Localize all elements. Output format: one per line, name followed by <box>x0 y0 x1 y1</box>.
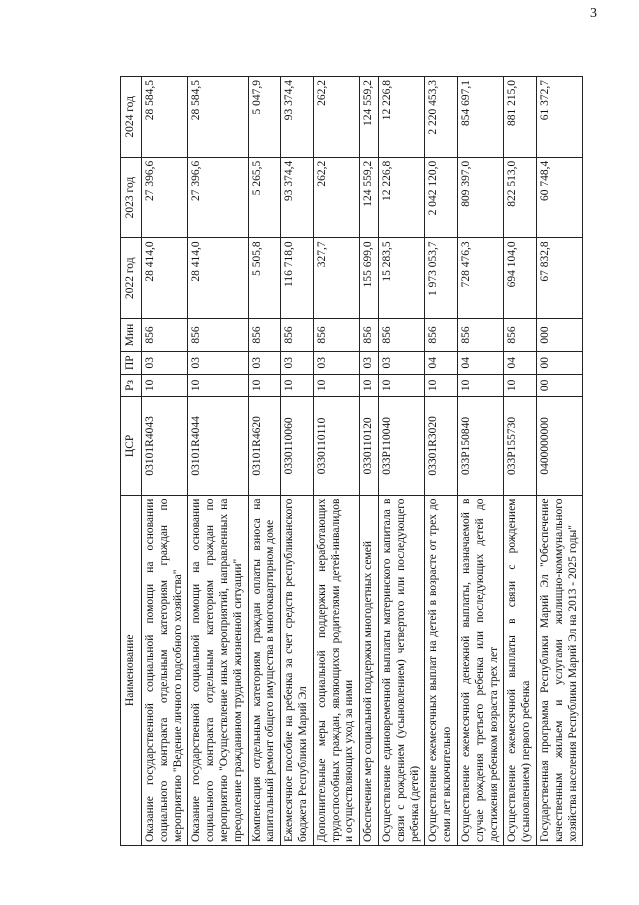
row-pr: 00 <box>536 351 582 374</box>
row-pr: 04 <box>425 351 458 374</box>
row-rz: 10 <box>281 374 314 397</box>
row-rz: 10 <box>378 374 424 397</box>
row-amount-2023: 12 226,8 <box>378 157 424 238</box>
table-row <box>281 77 314 846</box>
row-pr: 04 <box>457 351 503 374</box>
row-rz: 10 <box>188 374 248 397</box>
row-rz: 10 <box>248 374 281 397</box>
row-rz: 10 <box>457 374 503 397</box>
row-amount-2023: 2 042 120,0 <box>425 157 458 238</box>
row-min: 856 <box>142 319 188 352</box>
row-min: 856 <box>188 319 248 352</box>
row-rz: 10 <box>425 374 458 397</box>
row-amount-2022: 694 104,0 <box>504 238 537 319</box>
row-name: Компенсация отдельным категориям граждан оплаты взноса на капитальный ремонт общего имущества в многоквартирном доме <box>248 495 281 845</box>
table-header <box>121 77 142 846</box>
row-amount-2022: 116 718,0 <box>281 238 314 319</box>
row-csr: 033P150840 <box>457 397 503 495</box>
row-name: Оказание государственной социальной помощи на основании социального контракта отдельным категориям граждан по мероприятию "Ведение личного подсобного хозяйства" <box>142 495 188 845</box>
row-amount-2023: 822 513,0 <box>504 157 537 238</box>
row-amount-2023: 27 396,6 <box>188 157 248 238</box>
table-row <box>313 77 359 846</box>
row-amount-2022: 327,7 <box>313 238 359 319</box>
row-amount-2023: 809 397,0 <box>457 157 503 238</box>
table-row <box>378 77 424 846</box>
row-amount-2024: 28 584,5 <box>142 77 188 158</box>
table-row <box>248 77 281 846</box>
row-name: Осуществление ежемесячных выплат на детей в возрасте от трех до семи лет включительно <box>425 495 458 845</box>
row-name: Оказание государственной социальной помощи на основании социального контракта отдельным категориям граждан по мероприятию "Осуществление иных мероприятий, направленных на преодоление гражданином трудной жизненной ситуации" <box>188 495 248 845</box>
row-csr: 03101R4044 <box>188 397 248 495</box>
header-row <box>121 77 142 846</box>
row-rz: 10 <box>142 374 188 397</box>
row-min: 856 <box>313 319 359 352</box>
row-amount-2023: 124 559,2 <box>360 157 379 238</box>
row-name: Государственная программа Республики Марий Эл "Обеспечение качественным жильем и услугами жилищно-коммунального хозяйства населения Республики Марий Эл на 2013 - 2025 годы" <box>536 495 582 845</box>
row-rz: 10 <box>360 374 379 397</box>
row-pr: 04 <box>504 351 537 374</box>
row-pr: 03 <box>248 351 281 374</box>
row-min: 856 <box>457 319 503 352</box>
row-amount-2022: 728 476,3 <box>457 238 503 319</box>
row-amount-2022: 28 414,0 <box>188 238 248 319</box>
row-min: 856 <box>248 319 281 352</box>
row-amount-2024: 262,2 <box>313 77 359 158</box>
row-min: 000 <box>536 319 582 352</box>
row-name: Обеспечение мер социальной поддержки многодетных семей <box>360 495 379 845</box>
row-csr: 03301R3020 <box>425 397 458 495</box>
budget-table <box>120 76 583 846</box>
table-body <box>142 77 583 846</box>
row-name: Осуществление единовременной выплаты материнского капитала в связи с рождением (усыновлением) четвертого или последующего ребенка (детей) <box>378 495 424 845</box>
row-min: 856 <box>360 319 379 352</box>
row-amount-2022: 155 699,0 <box>360 238 379 319</box>
row-min: 856 <box>281 319 314 352</box>
header-name: Наименование <box>121 495 142 845</box>
row-rz: 10 <box>504 374 537 397</box>
header-2023: 2023 год <box>121 157 142 238</box>
budget-table-container <box>120 76 620 846</box>
row-min: 856 <box>504 319 537 352</box>
row-name: Осуществление ежемесячной денежной выплаты, назначаемой в случае рождения третьего ребенка или последующих детей до достижения ребенком возраста трех лет <box>457 495 503 845</box>
row-pr: 03 <box>360 351 379 374</box>
row-amount-2024: 12 226,8 <box>378 77 424 158</box>
row-csr: 033P110040 <box>378 397 424 495</box>
row-pr: 03 <box>188 351 248 374</box>
row-amount-2024: 93 374,4 <box>281 77 314 158</box>
header-pr: ПР <box>121 351 142 374</box>
table-row <box>188 77 248 846</box>
row-rz: 00 <box>536 374 582 397</box>
row-csr: 0400000000 <box>536 397 582 495</box>
row-csr: 033P155730 <box>504 397 537 495</box>
row-amount-2024: 854 697,1 <box>457 77 503 158</box>
row-pr: 03 <box>378 351 424 374</box>
header-rz: Рз <box>121 374 142 397</box>
row-amount-2022: 1 973 053,7 <box>425 238 458 319</box>
row-amount-2023: 93 374,4 <box>281 157 314 238</box>
row-amount-2024: 28 584,5 <box>188 77 248 158</box>
header-min: Мин <box>121 319 142 352</box>
row-min: 856 <box>378 319 424 352</box>
row-amount-2023: 60 748,4 <box>536 157 582 238</box>
row-amount-2022: 5 505,8 <box>248 238 281 319</box>
table-row <box>504 77 537 846</box>
row-csr: 0330110120 <box>360 397 379 495</box>
row-amount-2023: 27 396,6 <box>142 157 188 238</box>
row-csr: 0330110060 <box>281 397 314 495</box>
row-amount-2022: 67 832,8 <box>536 238 582 319</box>
row-amount-2024: 5 047,9 <box>248 77 281 158</box>
table-row <box>360 77 379 846</box>
table-row <box>425 77 458 846</box>
row-pr: 03 <box>142 351 188 374</box>
row-csr: 03101R4620 <box>248 397 281 495</box>
row-name: Ежемесячное пособие на ребенка за счет средств республиканского бюджета Республики Марий Эл <box>281 495 314 845</box>
row-amount-2023: 262,2 <box>313 157 359 238</box>
row-min: 856 <box>425 319 458 352</box>
row-rz: 10 <box>313 374 359 397</box>
row-csr: 0330110110 <box>313 397 359 495</box>
row-amount-2024: 2 220 453,3 <box>425 77 458 158</box>
row-pr: 03 <box>281 351 314 374</box>
page-number: 3 <box>590 6 597 21</box>
row-amount-2024: 881 215,0 <box>504 77 537 158</box>
row-csr: 03101R4043 <box>142 397 188 495</box>
table-row <box>457 77 503 846</box>
table-row <box>536 77 582 846</box>
row-pr: 03 <box>313 351 359 374</box>
row-amount-2024: 124 559,2 <box>360 77 379 158</box>
row-name: Осуществление ежемесячной выплаты в связи с рождением (усыновлением) первого ребенка <box>504 495 537 845</box>
row-amount-2024: 61 372,7 <box>536 77 582 158</box>
row-name: Дополнительные меры социальной поддержки неработающих трудоспособных граждан, являющихся родителями детей-инвалидов и осуществляющих уход за ними <box>313 495 359 845</box>
row-amount-2022: 15 283,5 <box>378 238 424 319</box>
header-2024: 2024 год <box>121 77 142 158</box>
row-amount-2022: 28 414,0 <box>142 238 188 319</box>
header-2022: 2022 год <box>121 238 142 319</box>
header-csr: ЦСР <box>121 397 142 495</box>
table-row <box>142 77 188 846</box>
row-amount-2023: 5 265,5 <box>248 157 281 238</box>
